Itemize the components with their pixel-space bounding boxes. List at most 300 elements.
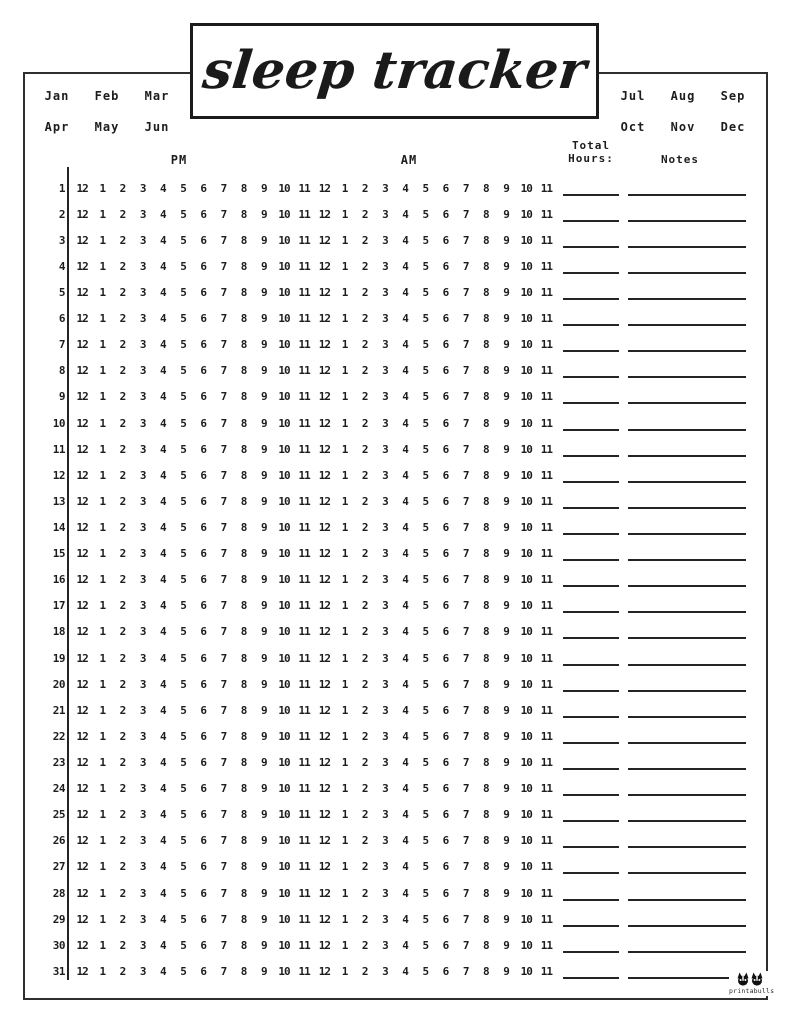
hour-am-8: 8 (483, 860, 489, 874)
hour-am-5: 5 (422, 468, 429, 482)
hour-pm-6: 6 (200, 364, 207, 378)
day-number: 29 (52, 912, 65, 926)
hour-pm-8: 8 (240, 181, 247, 195)
hour-pm-2: 2 (119, 207, 126, 221)
hour-pm-3: 3 (139, 181, 146, 195)
hour-pm-6: 6 (200, 755, 207, 769)
hour-scale (72, 730, 557, 743)
hour-am-3: 3 (382, 233, 388, 247)
hour-am-6: 6 (442, 520, 449, 534)
hour-pm-11: 11 (298, 573, 310, 587)
hour-pm-12: 12 (76, 834, 88, 848)
hour-am-3: 3 (382, 312, 388, 326)
hour-pm-5: 5 (180, 390, 186, 404)
hour-pm-10: 10 (278, 703, 290, 717)
hour-pm-5: 5 (180, 677, 186, 691)
hour-am-8: 8 (483, 390, 489, 404)
hour-am-6: 6 (442, 233, 449, 247)
hour-am-2: 2 (361, 442, 368, 456)
hour-am-11: 11 (540, 912, 553, 926)
hour-scale (72, 808, 557, 821)
hour-pm-8: 8 (240, 625, 247, 639)
hour-am-4: 4 (402, 442, 408, 456)
hour-pm-2: 2 (119, 520, 126, 534)
hour-am-5: 5 (422, 938, 429, 952)
hour-am-9: 9 (503, 651, 509, 665)
notes-blank-line (628, 532, 746, 535)
hour-am-4: 4 (402, 755, 408, 769)
hour-am-3: 3 (382, 860, 388, 874)
hour-am-11: 11 (540, 755, 553, 769)
hour-am-5: 5 (422, 729, 429, 743)
hour-pm-7: 7 (220, 625, 227, 639)
hour-pm-12: 12 (76, 677, 88, 691)
hour-am-10: 10 (520, 703, 532, 717)
hour-pm-2: 2 (119, 547, 126, 561)
hour-pm-7: 7 (220, 834, 227, 848)
hour-pm-5: 5 (180, 808, 186, 822)
tracker-row-23 (30, 749, 750, 775)
hour-am-6: 6 (442, 964, 449, 978)
hour-pm-1: 1 (99, 886, 106, 900)
hour-am-5: 5 (422, 886, 429, 900)
hour-am-10: 10 (520, 494, 532, 508)
hour-am-12: 12 (318, 494, 330, 508)
hour-pm-11: 11 (298, 468, 310, 482)
hour-pm-9: 9 (260, 886, 267, 900)
hour-am-7: 7 (462, 677, 469, 691)
hour-am-10: 10 (520, 625, 532, 639)
hour-am-1: 1 (341, 938, 348, 952)
hour-pm-9: 9 (260, 782, 267, 796)
total-hours-column-header: Total Hours: (568, 139, 614, 165)
hour-pm-9: 9 (260, 729, 267, 743)
hour-am-4: 4 (402, 390, 408, 404)
hour-am-6: 6 (442, 468, 449, 482)
hour-am-8: 8 (483, 573, 489, 587)
hour-am-2: 2 (361, 755, 368, 769)
month-nov: Nov (670, 120, 696, 134)
hour-am-7: 7 (462, 285, 469, 299)
hour-am-10: 10 (520, 338, 532, 352)
hour-pm-10: 10 (278, 181, 290, 195)
hour-pm-2: 2 (119, 729, 126, 743)
hour-am-8: 8 (483, 782, 489, 796)
hour-am-10: 10 (520, 442, 532, 456)
hour-pm-6: 6 (200, 599, 207, 613)
hour-am-3: 3 (382, 390, 388, 404)
month-jul: Jul (620, 89, 646, 103)
hour-pm-10: 10 (278, 651, 290, 665)
hour-am-9: 9 (503, 625, 509, 639)
notes-blank-line (628, 454, 746, 457)
hour-pm-10: 10 (278, 207, 290, 221)
hour-am-11: 11 (540, 547, 553, 561)
hour-am-11: 11 (540, 938, 553, 952)
hour-am-4: 4 (402, 886, 408, 900)
hour-pm-11: 11 (298, 677, 310, 691)
hour-am-5: 5 (422, 755, 429, 769)
hour-pm-1: 1 (99, 181, 106, 195)
hour-pm-2: 2 (119, 677, 126, 691)
hour-am-7: 7 (462, 312, 469, 326)
total-hours-blank-line (563, 610, 619, 613)
hour-pm-6: 6 (200, 494, 207, 508)
notes-blank-line (628, 976, 746, 979)
hour-pm-2: 2 (119, 834, 126, 848)
hour-pm-10: 10 (278, 964, 290, 978)
hour-am-9: 9 (503, 312, 509, 326)
hour-am-10: 10 (520, 599, 532, 613)
hour-pm-10: 10 (278, 573, 290, 587)
hour-am-9: 9 (503, 912, 509, 926)
hour-pm-9: 9 (260, 573, 267, 587)
hour-pm-4: 4 (160, 729, 166, 743)
hour-am-10: 10 (520, 729, 532, 743)
tracker-row-26 (30, 828, 750, 854)
hour-am-11: 11 (540, 520, 553, 534)
hour-am-9: 9 (503, 547, 509, 561)
hour-pm-12: 12 (76, 782, 88, 796)
hour-am-2: 2 (361, 520, 368, 534)
hour-am-10: 10 (520, 468, 532, 482)
hour-scale (72, 913, 557, 926)
hour-pm-11: 11 (298, 625, 310, 639)
hour-am-1: 1 (341, 520, 348, 534)
hour-pm-11: 11 (298, 207, 310, 221)
hour-pm-5: 5 (180, 860, 186, 874)
hour-am-5: 5 (422, 259, 429, 273)
hour-pm-11: 11 (298, 912, 310, 926)
hour-pm-1: 1 (99, 442, 106, 456)
hour-am-11: 11 (540, 886, 553, 900)
hour-pm-10: 10 (278, 442, 290, 456)
hour-am-9: 9 (503, 782, 509, 796)
hour-am-10: 10 (520, 808, 532, 822)
hour-pm-11: 11 (298, 181, 310, 195)
hour-pm-6: 6 (200, 547, 207, 561)
hour-am-10: 10 (520, 364, 532, 378)
hour-am-7: 7 (462, 625, 469, 639)
total-hours-blank-line (563, 480, 619, 483)
hour-am-5: 5 (422, 964, 429, 978)
hour-am-2: 2 (361, 494, 368, 508)
hour-pm-7: 7 (220, 573, 227, 587)
hour-am-5: 5 (422, 442, 429, 456)
hour-pm-10: 10 (278, 755, 290, 769)
hour-pm-5: 5 (180, 938, 186, 952)
tracker-row-17 (30, 593, 750, 619)
hour-pm-4: 4 (160, 520, 166, 534)
hour-am-7: 7 (462, 390, 469, 404)
tracker-row-4 (30, 253, 750, 279)
hour-am-2: 2 (361, 886, 368, 900)
notes-blank-line (628, 401, 746, 404)
hour-am-12: 12 (318, 834, 330, 848)
hour-scale (72, 417, 557, 430)
total-hours-blank-line (563, 297, 619, 300)
hour-pm-9: 9 (260, 312, 267, 326)
hour-am-6: 6 (442, 259, 449, 273)
hour-pm-12: 12 (76, 599, 88, 613)
day-number: 21 (52, 703, 65, 717)
hour-pm-6: 6 (200, 782, 207, 796)
hour-scale (72, 286, 557, 299)
total-hours-blank-line (563, 767, 619, 770)
tracker-row-18 (30, 619, 750, 645)
hour-pm-1: 1 (99, 312, 106, 326)
day-number: 18 (52, 625, 65, 639)
hour-am-5: 5 (422, 547, 429, 561)
hour-pm-8: 8 (240, 338, 247, 352)
hour-pm-5: 5 (180, 312, 186, 326)
hour-pm-10: 10 (278, 912, 290, 926)
hour-am-2: 2 (361, 416, 368, 430)
hour-am-9: 9 (503, 729, 509, 743)
hour-pm-5: 5 (180, 599, 186, 613)
hour-pm-9: 9 (260, 651, 267, 665)
day-number: 26 (52, 834, 65, 848)
notes-blank-line (628, 323, 746, 326)
hour-am-5: 5 (422, 599, 429, 613)
hour-pm-4: 4 (160, 573, 166, 587)
hour-am-8: 8 (483, 834, 489, 848)
hour-pm-5: 5 (180, 259, 186, 273)
hour-am-2: 2 (361, 703, 368, 717)
hour-am-10: 10 (520, 233, 532, 247)
hour-am-1: 1 (341, 390, 348, 404)
hour-pm-3: 3 (139, 625, 146, 639)
hour-am-7: 7 (462, 181, 469, 195)
hour-am-7: 7 (462, 468, 469, 482)
hour-am-1: 1 (341, 703, 348, 717)
day-number: 23 (52, 755, 65, 769)
hour-am-12: 12 (318, 729, 330, 743)
hour-am-3: 3 (382, 494, 388, 508)
hour-am-8: 8 (483, 233, 489, 247)
hour-am-11: 11 (540, 312, 553, 326)
hour-am-2: 2 (361, 599, 368, 613)
hour-am-8: 8 (483, 468, 489, 482)
hour-pm-12: 12 (76, 938, 88, 952)
hour-am-3: 3 (382, 573, 388, 587)
hour-am-3: 3 (382, 599, 388, 613)
day-number: 13 (52, 494, 65, 508)
hour-pm-11: 11 (298, 729, 310, 743)
hour-am-3: 3 (382, 964, 388, 978)
hour-am-3: 3 (382, 442, 388, 456)
hour-am-7: 7 (462, 703, 469, 717)
total-hours-blank-line (563, 401, 619, 404)
hour-pm-7: 7 (220, 338, 227, 352)
hour-pm-9: 9 (260, 677, 267, 691)
day-number: 2 (58, 207, 65, 221)
hour-am-3: 3 (382, 285, 388, 299)
hour-pm-7: 7 (220, 703, 227, 717)
tracker-row-15 (30, 541, 750, 567)
hour-am-9: 9 (503, 860, 509, 874)
notes-blank-line (628, 349, 746, 352)
hour-am-6: 6 (442, 755, 449, 769)
day-number: 19 (52, 651, 65, 665)
hour-pm-6: 6 (200, 207, 207, 221)
hour-pm-1: 1 (99, 547, 106, 561)
day-number: 25 (52, 808, 65, 822)
hour-pm-5: 5 (180, 181, 186, 195)
hour-pm-12: 12 (76, 625, 88, 639)
hour-am-2: 2 (361, 834, 368, 848)
hour-scale (72, 469, 557, 482)
hour-pm-4: 4 (160, 233, 166, 247)
hour-am-6: 6 (442, 625, 449, 639)
hour-pm-5: 5 (180, 782, 186, 796)
hour-am-8: 8 (483, 312, 489, 326)
hour-pm-6: 6 (200, 468, 207, 482)
hour-pm-6: 6 (200, 886, 207, 900)
month-selector-left (32, 89, 182, 134)
hour-pm-2: 2 (119, 755, 126, 769)
tracker-row-1 (30, 175, 750, 201)
hour-am-4: 4 (402, 520, 408, 534)
hour-pm-3: 3 (139, 938, 146, 952)
notes-blank-line (628, 924, 746, 927)
hour-pm-2: 2 (119, 468, 126, 482)
hour-am-4: 4 (402, 782, 408, 796)
hour-pm-8: 8 (240, 207, 247, 221)
hour-scale (72, 625, 557, 638)
hour-pm-12: 12 (76, 442, 88, 456)
hour-pm-1: 1 (99, 416, 106, 430)
hour-am-12: 12 (318, 520, 330, 534)
hour-am-12: 12 (318, 259, 330, 273)
hour-pm-6: 6 (200, 651, 207, 665)
hour-am-4: 4 (402, 625, 408, 639)
hour-am-6: 6 (442, 834, 449, 848)
hour-am-10: 10 (520, 547, 532, 561)
hour-am-5: 5 (422, 651, 429, 665)
hour-am-12: 12 (318, 782, 330, 796)
hour-pm-11: 11 (298, 938, 310, 952)
hour-am-8: 8 (483, 729, 489, 743)
hour-am-1: 1 (341, 181, 348, 195)
hour-pm-9: 9 (260, 442, 267, 456)
hour-pm-4: 4 (160, 912, 166, 926)
hour-am-1: 1 (341, 755, 348, 769)
hour-am-2: 2 (361, 390, 368, 404)
hour-pm-4: 4 (160, 782, 166, 796)
tracker-row-10 (30, 410, 750, 436)
hour-am-4: 4 (402, 312, 408, 326)
total-hours-blank-line (563, 349, 619, 352)
hour-am-9: 9 (503, 338, 509, 352)
hour-pm-4: 4 (160, 259, 166, 273)
hour-am-2: 2 (361, 364, 368, 378)
hour-pm-8: 8 (240, 886, 247, 900)
hour-am-2: 2 (361, 860, 368, 874)
day-number: 20 (52, 677, 65, 691)
hour-am-5: 5 (422, 312, 429, 326)
hour-am-7: 7 (462, 547, 469, 561)
day-number: 17 (52, 599, 65, 613)
hour-pm-6: 6 (200, 860, 207, 874)
hour-am-10: 10 (520, 677, 532, 691)
hour-am-1: 1 (341, 808, 348, 822)
hour-pm-3: 3 (139, 808, 146, 822)
hour-pm-4: 4 (160, 651, 166, 665)
hour-pm-9: 9 (260, 416, 267, 430)
hour-am-6: 6 (442, 599, 449, 613)
hour-pm-8: 8 (240, 233, 247, 247)
hour-am-10: 10 (520, 520, 532, 534)
hour-pm-11: 11 (298, 364, 310, 378)
hour-am-4: 4 (402, 729, 408, 743)
hour-pm-3: 3 (139, 703, 146, 717)
day-number: 15 (52, 547, 65, 561)
notes-blank-line (628, 558, 746, 561)
hour-am-8: 8 (483, 651, 489, 665)
total-hours-blank-line (563, 976, 619, 979)
hour-pm-8: 8 (240, 808, 247, 822)
total-hours-blank-line (563, 323, 619, 326)
hour-am-4: 4 (402, 834, 408, 848)
hour-pm-1: 1 (99, 573, 106, 587)
hour-scale (72, 208, 557, 221)
hour-pm-6: 6 (200, 259, 207, 273)
hour-pm-8: 8 (240, 703, 247, 717)
hour-am-11: 11 (540, 364, 553, 378)
hour-pm-4: 4 (160, 808, 166, 822)
hour-pm-8: 8 (240, 755, 247, 769)
hour-am-3: 3 (382, 547, 388, 561)
hour-pm-2: 2 (119, 912, 126, 926)
hour-am-8: 8 (483, 442, 489, 456)
tracker-row-30 (30, 932, 750, 958)
hour-pm-3: 3 (139, 755, 146, 769)
hour-pm-8: 8 (240, 599, 247, 613)
hour-am-7: 7 (462, 755, 469, 769)
hour-pm-5: 5 (180, 729, 186, 743)
tracker-row-13 (30, 488, 750, 514)
hour-am-4: 4 (402, 416, 408, 430)
tracker-row-22 (30, 723, 750, 749)
hour-pm-2: 2 (119, 181, 126, 195)
hour-am-8: 8 (483, 259, 489, 273)
hour-am-6: 6 (442, 285, 449, 299)
hour-pm-9: 9 (260, 755, 267, 769)
hour-pm-1: 1 (99, 651, 106, 665)
hour-pm-11: 11 (298, 520, 310, 534)
hour-pm-11: 11 (298, 285, 310, 299)
hour-scale (72, 573, 557, 586)
hour-am-10: 10 (520, 912, 532, 926)
hour-pm-9: 9 (260, 808, 267, 822)
hour-am-10: 10 (520, 312, 532, 326)
hour-pm-10: 10 (278, 285, 290, 299)
total-hours-blank-line (563, 219, 619, 222)
hour-am-3: 3 (382, 912, 388, 926)
hour-pm-2: 2 (119, 573, 126, 587)
hour-am-11: 11 (540, 468, 553, 482)
hour-pm-9: 9 (260, 233, 267, 247)
hour-am-10: 10 (520, 860, 532, 874)
hour-pm-7: 7 (220, 808, 227, 822)
title-box (190, 23, 599, 119)
hour-pm-7: 7 (220, 755, 227, 769)
day-number: 30 (52, 938, 65, 952)
hour-pm-1: 1 (99, 625, 106, 639)
hour-pm-11: 11 (298, 886, 310, 900)
hour-am-12: 12 (318, 233, 330, 247)
